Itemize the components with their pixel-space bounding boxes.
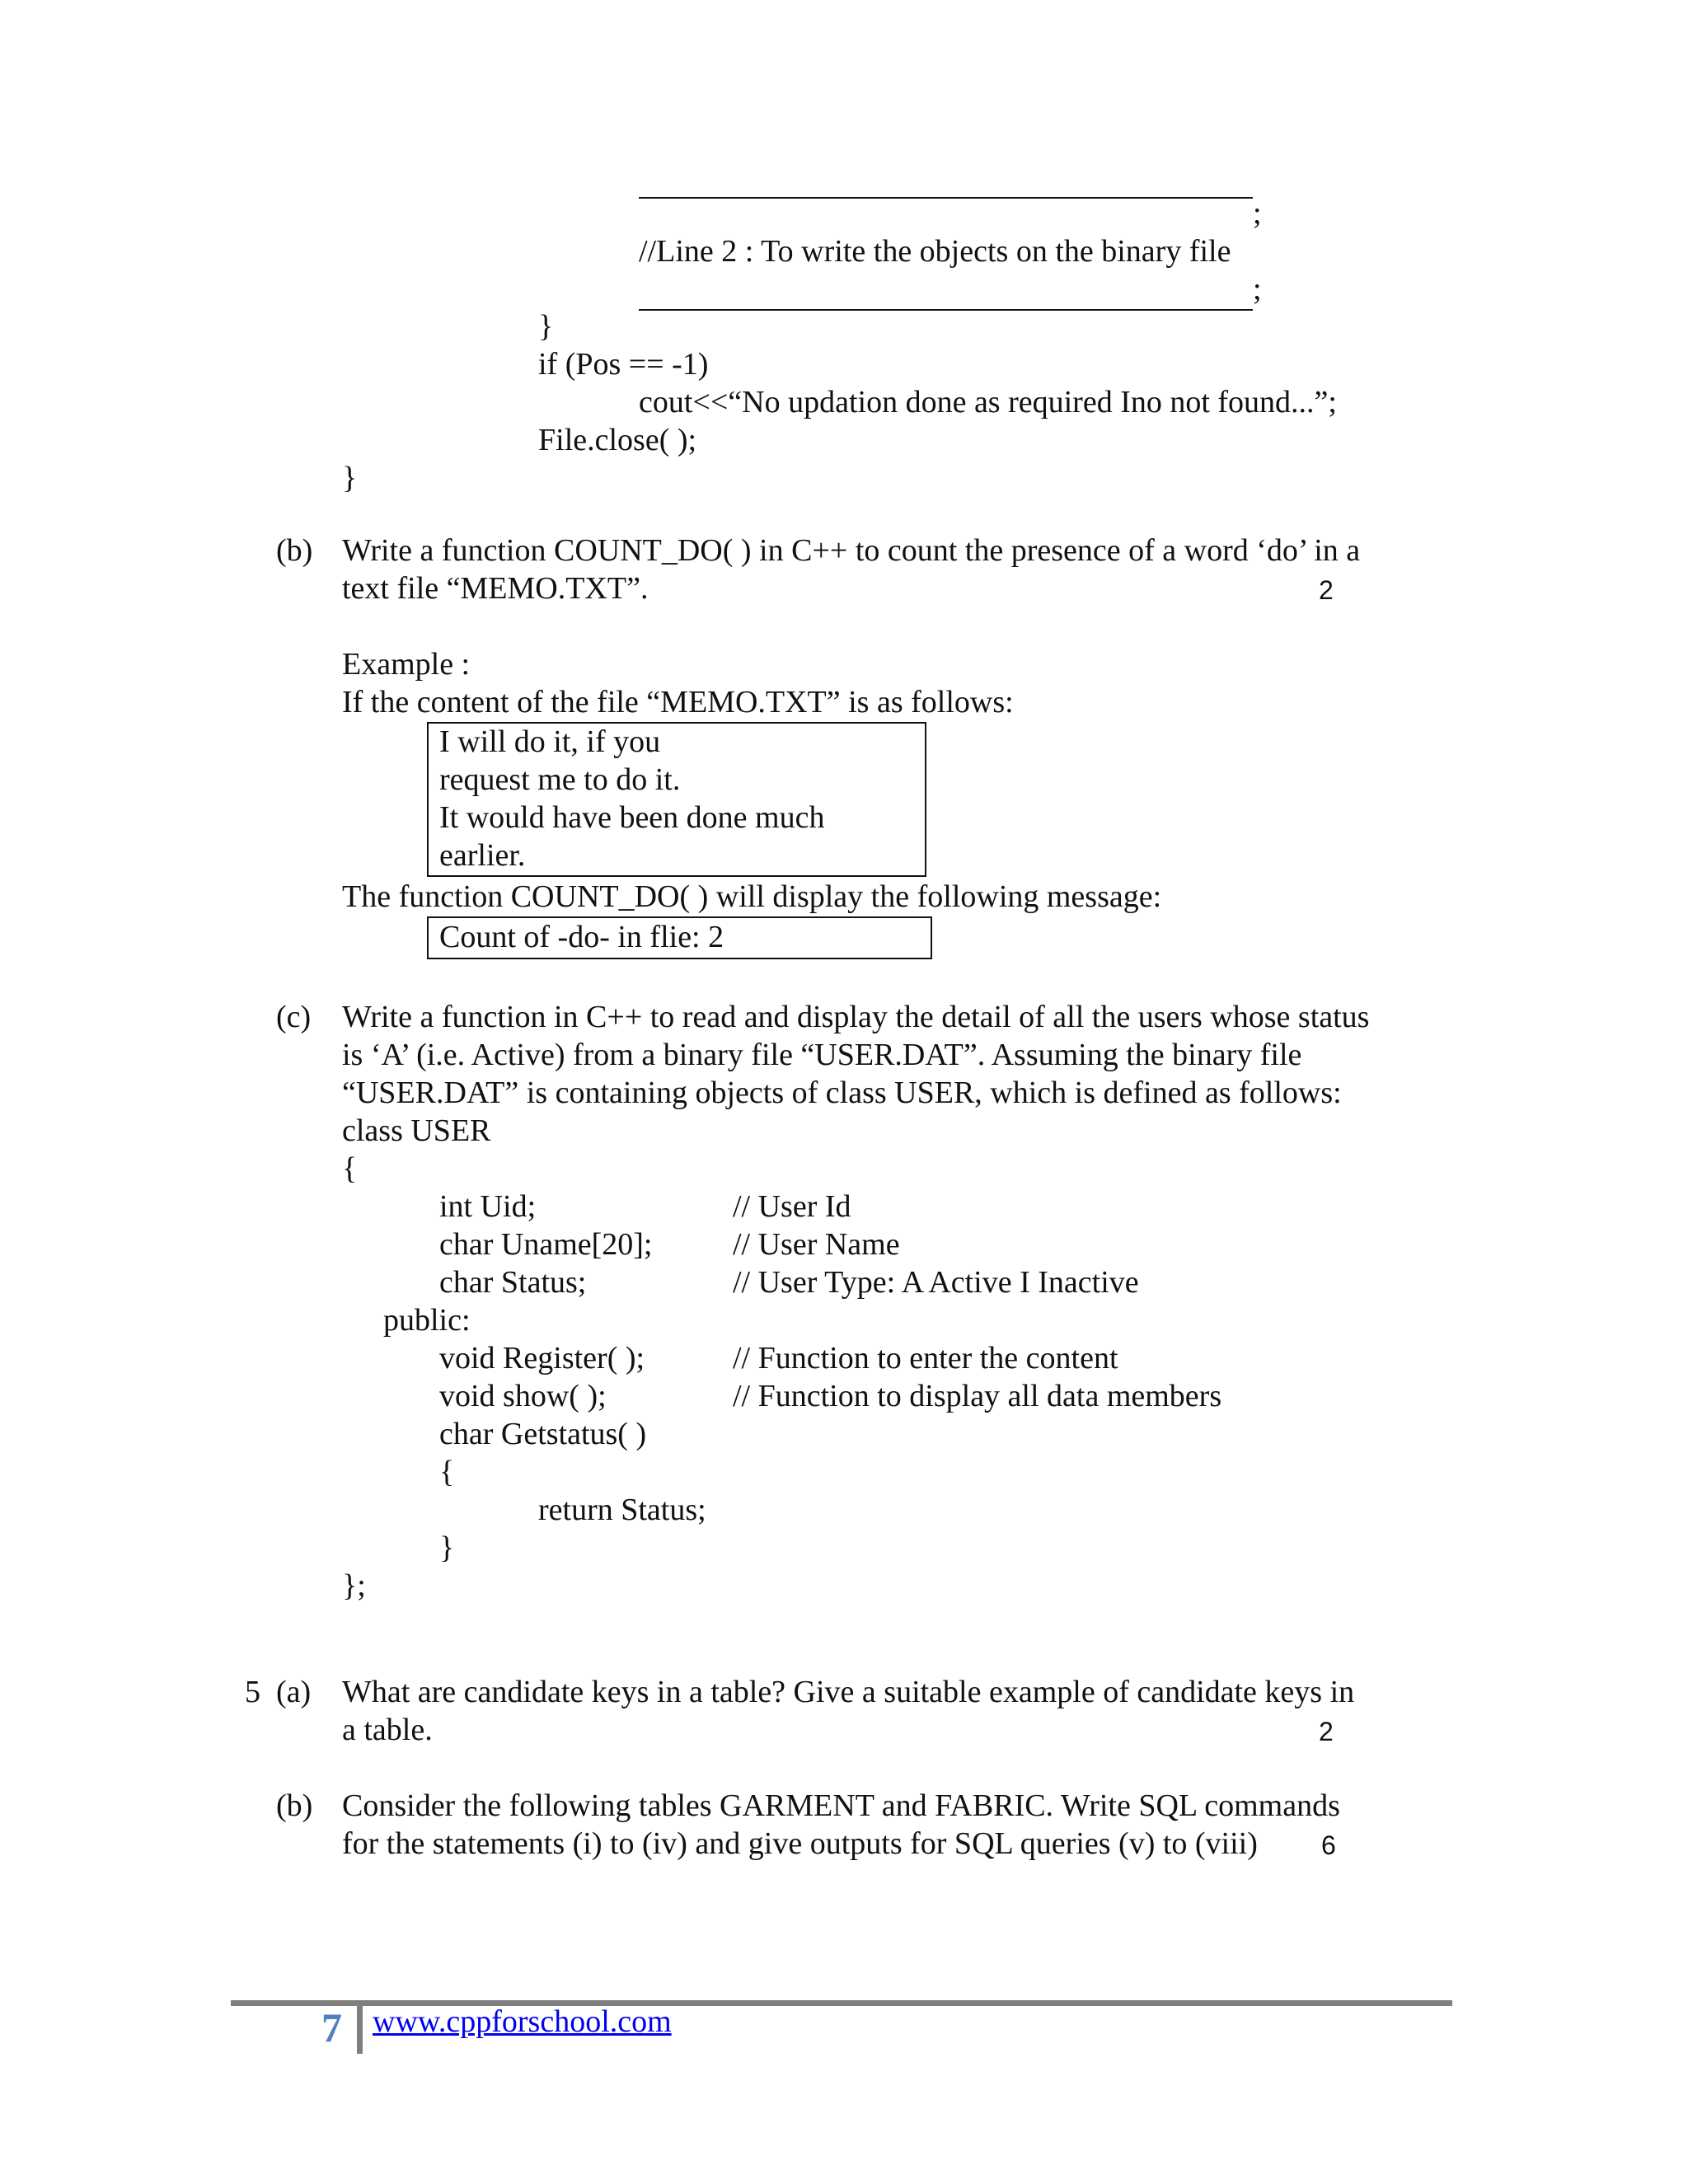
class-declaration: class USER [342, 1113, 491, 1148]
q5-number: 5 [245, 1675, 260, 1709]
class-open-brace: { [342, 1151, 358, 1186]
website-link[interactable]: www.cppforschool.com [373, 2004, 672, 2039]
page-number: 7 [321, 2004, 342, 2050]
q4c-text-line-1: Write a function in C++ to read and display the detail of all the users whose status [342, 1000, 1370, 1034]
q4b-display-intro: The function COUNT_DO( ) will display the following message: [342, 879, 1162, 914]
line2-comment: //Line 2 : To write the objects on the binary file [639, 234, 1231, 269]
answer-blank-line-1 [639, 197, 1253, 199]
blank-1-semicolon: ; [1253, 196, 1262, 231]
q5b-text-line-2: for the statements (i) to (iv) and give outputs for SQL queries (v) to (viii) [342, 1826, 1258, 1861]
q4b-label: (b) [276, 533, 313, 568]
memo-file-line: earlier. [439, 838, 526, 873]
code-fileclose-line: File.close( ); [538, 423, 697, 457]
q5b-text-line-1: Consider the following tables GARMENT and FABRIC. Write SQL commands [342, 1788, 1340, 1823]
q5a-text-line-2: a table. [342, 1713, 433, 1747]
q5a-text-line-1: What are candidate keys in a table? Give a suitable example of candidate keys in [342, 1675, 1355, 1709]
q4b-example-label: Example : [342, 647, 471, 682]
output-message-text: Count of -do- in flie: 2 [439, 920, 724, 954]
blank-2-semicolon: ; [1253, 272, 1262, 307]
method-code: void Register( ); [439, 1341, 645, 1376]
q4c-text-line-2: is ‘A’ (i.e. Active) from a binary file “USER.DAT”. Assuming the binary file [342, 1038, 1302, 1072]
memo-file-line: I will do it, if you [439, 724, 661, 759]
member-comment: // User Type: A Active I Inactive [733, 1265, 1139, 1300]
code-close-brace-outer: } [342, 461, 358, 495]
member-code: char Status; [439, 1265, 587, 1300]
getstatus-signature: char Getstatus( ) [439, 1417, 647, 1451]
member-code: char Uname[20]; [439, 1227, 653, 1262]
q4b-marks: 2 [1319, 575, 1334, 605]
member-comment: // User Id [733, 1189, 851, 1224]
memo-file-line: It would have been done much [439, 800, 825, 835]
footer-separator-bar [357, 2006, 363, 2054]
q4c-label: (c) [276, 1000, 312, 1034]
getstatus-open-brace: { [439, 1455, 455, 1489]
method-comment: // Function to enter the content [733, 1341, 1118, 1376]
member-code: int Uid; [439, 1189, 537, 1224]
q4c-text-line-3: “USER.DAT” is containing objects of class USER, which is defined as follows: [342, 1076, 1342, 1110]
q5b-marks: 6 [1321, 1830, 1336, 1860]
getstatus-return: return Status; [538, 1493, 706, 1527]
q4b-example-intro: If the content of the file “MEMO.TXT” is as follows: [342, 685, 1014, 719]
q5a-marks: 2 [1319, 1717, 1334, 1746]
member-comment: // User Name [733, 1227, 900, 1262]
code-cout-line: cout<<“No updation done as required Ino not found...”; [639, 385, 1337, 419]
method-code: void show( ); [439, 1379, 607, 1413]
answer-blank-line-2 [639, 309, 1253, 311]
code-if-line: if (Pos == -1) [538, 347, 709, 382]
memo-file-line: request me to do it. [439, 762, 681, 797]
code-close-brace-inner: } [538, 309, 554, 344]
q4b-text-line-2: text file “MEMO.TXT”. [342, 571, 649, 606]
q5a-label: (a) [276, 1675, 312, 1709]
q4b-text-line-1: Write a function COUNT_DO( ) in C++ to count the presence of a word ‘do’ in a [342, 533, 1361, 568]
public-label: public: [383, 1303, 471, 1338]
getstatus-close-brace: } [439, 1530, 455, 1565]
q5b-label: (b) [276, 1788, 313, 1823]
method-comment: // Function to display all data members [733, 1379, 1222, 1413]
class-close: }; [342, 1568, 366, 1603]
